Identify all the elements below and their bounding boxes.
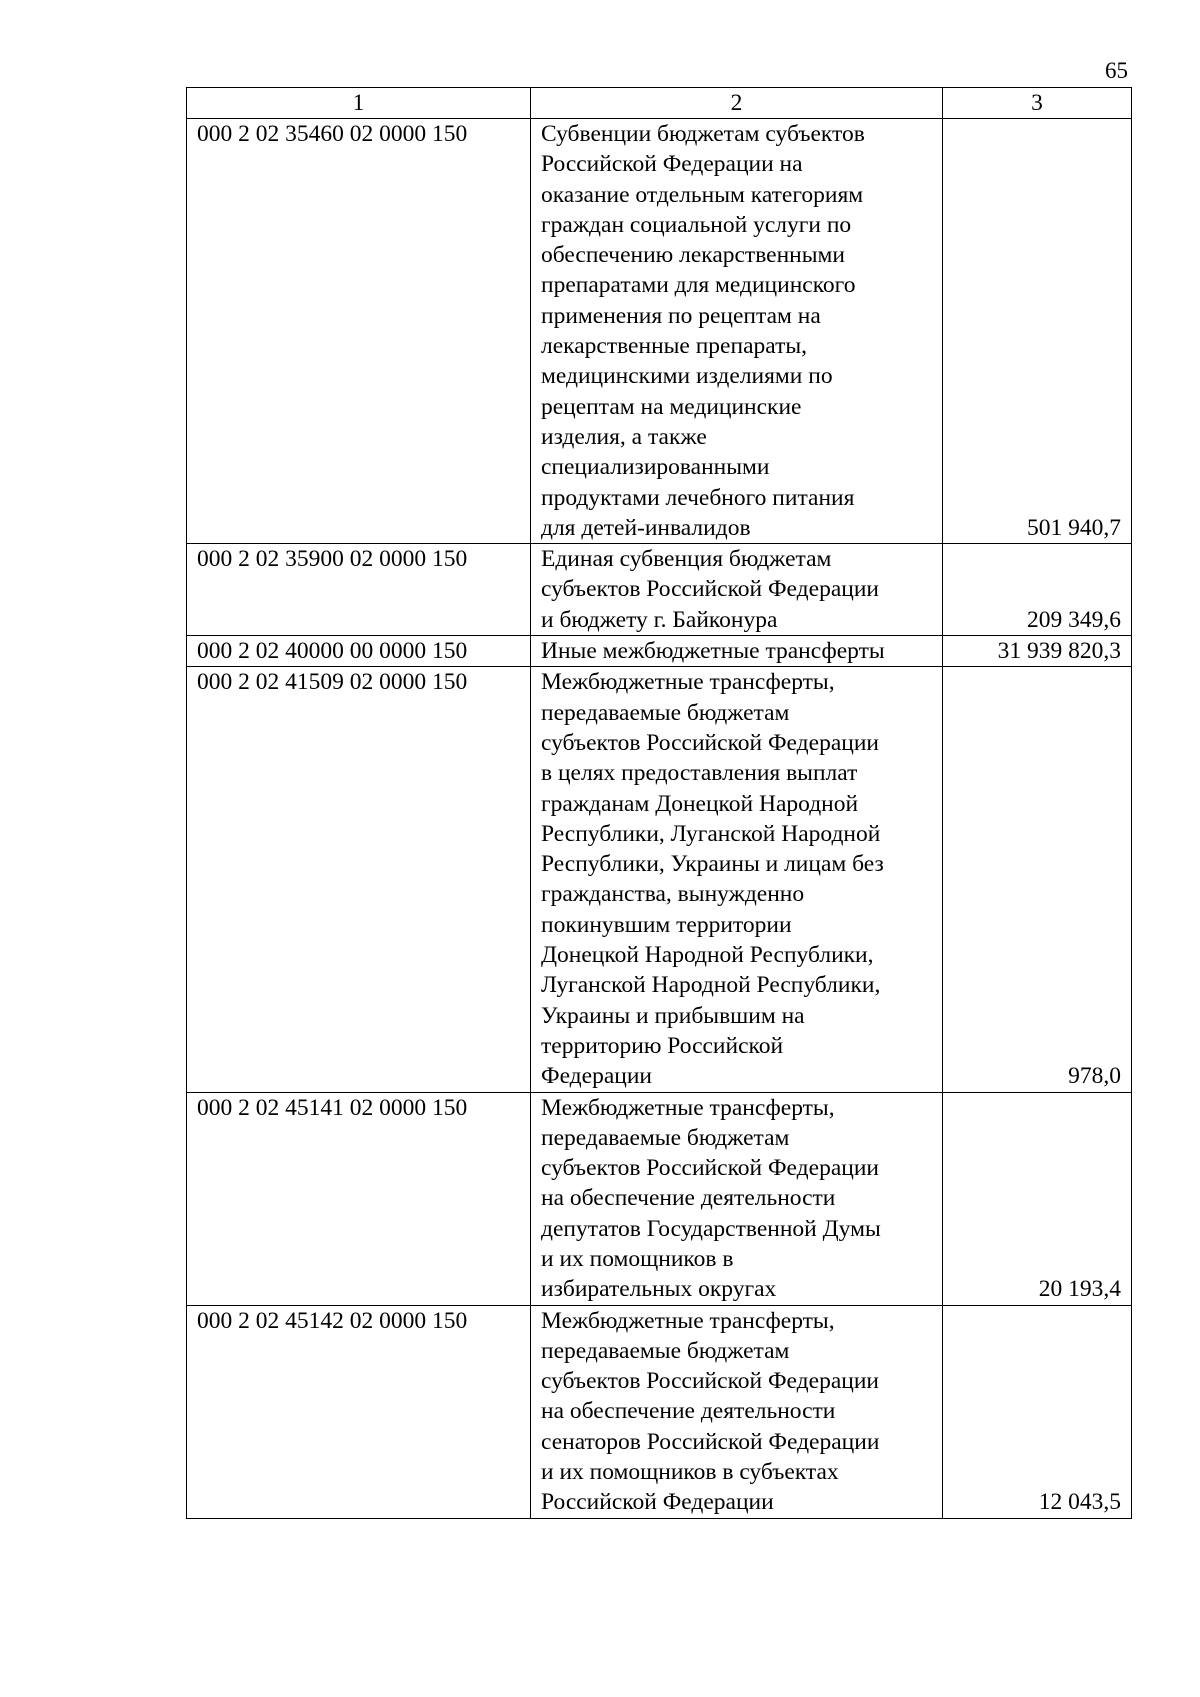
amount-cell: 12 043,5	[943, 1305, 1132, 1518]
description-line: субъектов Российской Федерации	[541, 576, 879, 603]
amount-cell: 209 349,6	[943, 544, 1132, 636]
description-line: депутатов Государственной Думы	[541, 1215, 881, 1242]
description-cell	[531, 667, 943, 1092]
budget-code-cell: 000 2 02 35460 02 0000 150	[187, 119, 531, 544]
table-row	[187, 119, 1132, 544]
header-row	[187, 88, 1132, 119]
description-line: и их помощников в субъектах	[541, 1459, 839, 1486]
description-line: изделия, а также	[541, 423, 707, 450]
description-line: рецептам на медицинские	[541, 393, 802, 420]
budget-code-cell: 000 2 02 35900 02 0000 150	[187, 544, 531, 636]
description-line: гражданам Донецкой Народной	[541, 790, 859, 817]
description-line: лекарственные препараты,	[541, 333, 808, 360]
amount-cell: 501 940,7	[943, 119, 1132, 544]
description-cell	[531, 1092, 943, 1305]
description-line: Луганской Народной Республики,	[541, 972, 881, 999]
description-line: гражданства, вынужденно	[541, 881, 805, 908]
description-line: Межбюджетные трансферты,	[541, 1094, 835, 1121]
description-line: граждан социальной услуги по	[541, 211, 852, 238]
description-cell	[531, 1305, 943, 1518]
page-number: 65	[1105, 58, 1128, 83]
description-line: в целях предоставления выплат	[541, 760, 858, 787]
description-line: передаваемые бюджетам	[541, 1124, 790, 1151]
budget-code-cell: 000 2 02 41509 02 0000 150	[187, 667, 531, 1092]
description-line: Межбюджетные трансферты,	[541, 1307, 835, 1334]
description-line: Украины и прибывшим на	[541, 1002, 805, 1029]
description-line: Республики, Украины и лицам без	[541, 851, 884, 878]
description-line: избирательных округах	[541, 1276, 777, 1303]
description-cell	[531, 636, 943, 667]
description-line: специализированными	[541, 454, 770, 481]
description-line: Российской Федерации на	[541, 151, 803, 178]
description-line: и их помощников в	[541, 1245, 734, 1272]
description-line: препаратами для медицинского	[541, 272, 856, 299]
description-line: Донецкой Народной Республики,	[541, 942, 874, 969]
table-header	[187, 88, 1132, 119]
table-row	[187, 667, 1132, 1092]
budget-code-cell: 000 2 02 45141 02 0000 150	[187, 1092, 531, 1305]
description-line: Межбюджетные трансферты,	[541, 669, 835, 696]
description-line: применения по рецептам на	[541, 302, 821, 329]
table-row	[187, 1305, 1132, 1518]
description-line: субъектов Российской Федерации	[541, 1155, 879, 1182]
table-row	[187, 544, 1132, 636]
description-line: субъектов Российской Федерации	[541, 729, 879, 756]
description-line: Федерации	[541, 1063, 652, 1090]
description-cell	[531, 544, 943, 636]
description-line: Субвенции бюджетам субъектов	[541, 121, 865, 147]
description-line: Республики, Луганской Народной	[541, 820, 881, 847]
budget-table	[186, 87, 1132, 1519]
description-line: передаваемые бюджетам	[541, 1337, 790, 1364]
amount-cell: 978,0	[943, 667, 1132, 1092]
header-col-3: 3	[943, 88, 1132, 119]
description-line: передаваемые бюджетам	[541, 699, 790, 726]
description-line: для детей-инвалидов	[541, 514, 751, 541]
budget-code-cell: 000 2 02 40000 00 0000 150	[187, 636, 531, 667]
table-row	[187, 1092, 1132, 1305]
description-line: обеспечению лекарственными	[541, 242, 845, 269]
description-line: медицинскими изделиями по	[541, 363, 833, 390]
description-line: на обеспечение деятельности	[541, 1398, 836, 1425]
description-line: Иные межбюджетные трансферты	[541, 638, 885, 665]
description-line: сенаторов Российской Федерации	[541, 1428, 880, 1455]
table-body	[187, 119, 1132, 1519]
description-line: и бюджету г. Байконура	[541, 606, 778, 633]
description-cell	[531, 119, 943, 544]
table-row	[187, 636, 1132, 667]
amount-cell: 31 939 820,3	[943, 636, 1132, 667]
description-line: Российской Федерации	[541, 1489, 774, 1516]
description-line: оказание отдельным категориям	[541, 181, 864, 208]
description-line: субъектов Российской Федерации	[541, 1368, 879, 1395]
description-line: на обеспечение деятельности	[541, 1185, 836, 1212]
amount-cell: 20 193,4	[943, 1092, 1132, 1305]
header-col-1: 1	[187, 88, 531, 119]
description-line: территорию Российской	[541, 1032, 784, 1059]
description-line: покинувшим территории	[541, 911, 792, 938]
description-line: Единая субвенция бюджетам	[541, 546, 832, 573]
budget-code-cell: 000 2 02 45142 02 0000 150	[187, 1305, 531, 1518]
description-line: продуктами лечебного питания	[541, 484, 855, 511]
header-col-2: 2	[531, 88, 943, 119]
